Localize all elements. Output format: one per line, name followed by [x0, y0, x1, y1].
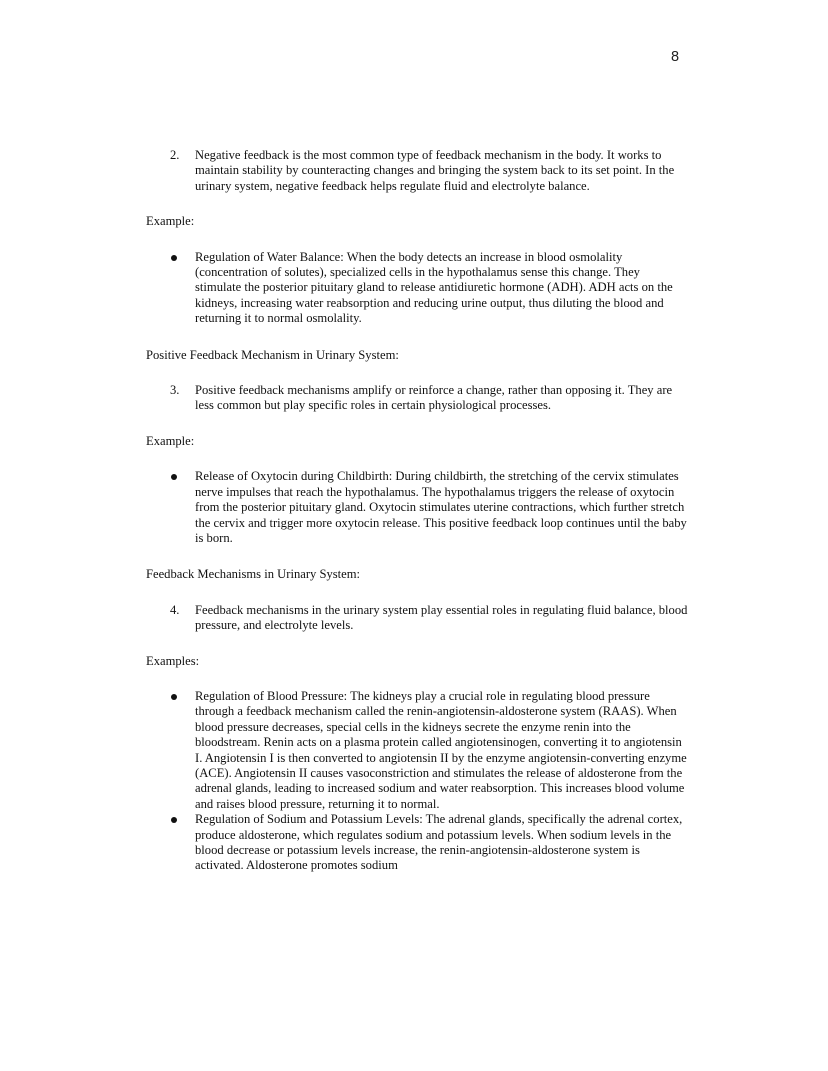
list-item: [146, 812, 687, 874]
section-heading-feedback-mechanisms: Feedback Mechanisms in Urinary System:: [146, 567, 361, 582]
bullet-list-water-balance: [146, 250, 691, 327]
numbered-item-2: [146, 148, 691, 194]
list-item: [146, 469, 687, 546]
examples-label: Examples:: [146, 653, 200, 668]
bullet-text: Regulation of Blood Pressure: The kidneys play a crucial role in regulating blood pressure through a feedback mechanism called the renin-angiotensin-aldosterone system (RAAS). When blood pressure decreases, special cells in the kidneys secrete the enzyme renin into the bloodstream. Renin acts on a plasma protein called angiotensinogen, converting it to angiotensin I. Angiotensin I is then converted to angiotensin II by the enzyme angiotensin-converting enzyme (ACE). Angiotensin II causes vasoconstriction and stimulates the release of aldosterone from the adrenal glands, leading to increased sodium and water reabsorption. This increases blood volume and raises blood pressure, returning it to normal.: [195, 688, 687, 811]
bullet-text: Regulation of Sodium and Potassium Levels: The adrenal glands, specifically the adrenal cortex, produce aldosterone, which regulates sodium and potassium levels. When sodium levels in the blood decrease or potassium levels increase, the renin-angiotensin-aldosterone system is activated. Aldosterone promotes sodium: [195, 812, 683, 873]
numbered-item-text: Negative feedback is the most common type of feedback mechanism in the body. It works to maintain stability by counteracting changes and bringing the system back to its set point. In the urinary system, negative feedback helps regulate fluid and electrolyte balance.: [195, 148, 675, 193]
list-item: [146, 250, 687, 327]
section-heading-positive-feedback: Positive Feedback Mechanism in Urinary System:: [146, 347, 399, 362]
bullet-text: Release of Oxytocin during Childbirth: During childbirth, the stretching of the cervix stimulates nerve impulses that reach the hypothalamus. The hypothalamus triggers the release of oxytocin from the posterior pituitary gland. Oxytocin stimulates uterine contractions, which further stretch the cervix and trigger more oxytocin release. This positive feedback loop continues until the baby is born.: [195, 469, 687, 545]
bullet-icon: [171, 255, 177, 261]
list-number: 2.: [170, 148, 180, 162]
example-label: Example:: [146, 214, 195, 229]
bullet-icon: [171, 474, 177, 480]
bullet-icon: [171, 694, 177, 700]
numbered-item-text: Positive feedback mechanisms amplify or reinforce a change, rather than opposing it. They are less common but play specific roles in certain physiological processes.: [195, 383, 673, 413]
example-label: Example:: [146, 433, 195, 448]
bullet-icon: [171, 817, 177, 823]
bullet-list-regulation-examples: [146, 689, 691, 874]
document-body: [146, 148, 691, 874]
list-number: 3.: [170, 383, 180, 398]
list-number: 4.: [170, 602, 180, 617]
bullet-list-oxytocin: [146, 469, 691, 546]
page-number: 8: [671, 49, 680, 65]
list-item: [146, 689, 687, 812]
numbered-item-4: [146, 603, 691, 634]
numbered-item-text: Feedback mechanisms in the urinary system play essential roles in regulating fluid balance, blood pressure, and electrolyte levels.: [195, 602, 688, 633]
bullet-text: Regulation of Water Balance: When the body detects an increase in blood osmolality (concentration of solutes), specialized cells in the hypothalamus sense this change. They stimulate the posterior pituitary gland to release antidiuretic hormone (ADH). ADH acts on the kidneys, increasing water reabsorption and reducing urine output, thus diluting the blood and returning it to normal osmolality.: [195, 249, 673, 326]
numbered-item-3: [146, 383, 691, 414]
